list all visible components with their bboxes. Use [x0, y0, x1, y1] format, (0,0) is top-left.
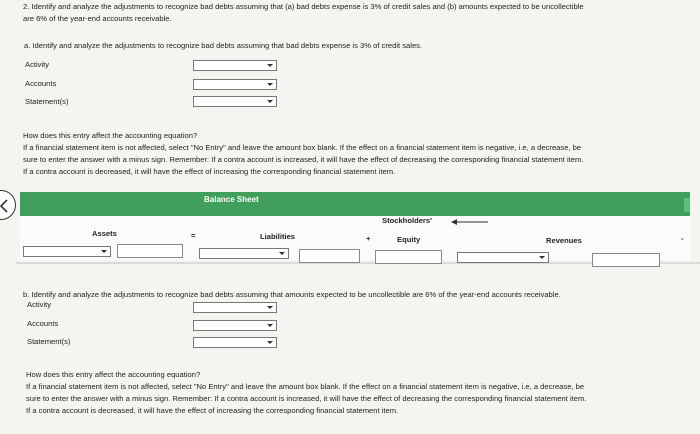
part-b-heading: b. Identify and analyze the adjustments to recognize bad debts assuming that amounts expected to be uncollectible are 6% of the year-end accounts receivable.	[23, 290, 561, 299]
chevron-down-icon	[267, 324, 273, 327]
chevron-down-icon	[101, 250, 107, 253]
part-a-instruction-1: If a financial statement item is not affected, select "No Entry" and leave the amount box blank. If the effect on a financial statement item is negative, i.e, a decrease, be	[23, 143, 582, 152]
minus-sign: -	[681, 234, 684, 243]
revenues-column-label: Revenues	[546, 236, 582, 245]
part-a-statements-label: Statement(s)	[25, 97, 69, 106]
part-a-activity-select[interactable]	[193, 60, 277, 71]
part-b-accounts-select[interactable]	[193, 320, 277, 331]
part-a-instruction-3: If a contra account is decreased, it will have the effect of increasing the corresponding financial statement item.	[23, 167, 396, 176]
balance-sheet-title: Balance Sheet	[204, 195, 259, 204]
assets-amount-input[interactable]	[117, 244, 183, 258]
part-b-statements-label: Statement(s)	[27, 337, 71, 346]
revenues-amount-input[interactable]	[592, 253, 660, 267]
chevron-down-icon	[267, 83, 273, 86]
liabilities-account-select[interactable]	[199, 248, 289, 259]
part-a-equation-question: How does this entry affect the accounting equation?	[23, 131, 198, 140]
chevron-down-icon	[267, 64, 273, 67]
part-b-activity-label: Activity	[27, 300, 52, 309]
part-b-instruction-1: If a financial statement item is not affected, select "No Entry" and leave the amount box blank. If the effect on a financial statement item is negative, i.e, a decrease, be	[26, 382, 585, 391]
part-a-activity-label: Activity	[25, 60, 50, 69]
part-b-equation-question: How does this entry affect the accounting equation?	[26, 370, 201, 379]
previous-arrow-button[interactable]	[0, 190, 16, 220]
chevron-down-icon	[279, 252, 285, 255]
stockholders-column-label: Stockholders'	[382, 216, 432, 225]
part-b-statements-select[interactable]	[193, 337, 277, 348]
chevron-down-icon	[267, 306, 273, 309]
assets-column-label: Assets	[92, 229, 117, 238]
part-a-accounts-label: Accounts	[25, 79, 57, 88]
part-a-accounts-select[interactable]	[193, 79, 277, 90]
equity-amount-input[interactable]	[375, 250, 442, 264]
equity-column-label: Equity	[397, 235, 421, 244]
chevron-down-icon	[267, 100, 273, 103]
plus-sign: +	[366, 234, 371, 243]
chevron-left-icon	[0, 191, 17, 221]
question-line-1: 2. Identify and analyze the adjustments to recognize bad debts assuming that (a) bad debts expense is 3% of credit sales and (b) amounts expected to be uncollectible	[23, 2, 584, 11]
equals-sign: =	[191, 231, 196, 240]
part-b-activity-select[interactable]	[193, 302, 277, 313]
part-a-heading: a. Identify and analyze the adjustments to recognize bad debts assuming that bad debts expense is 3% of credit sales.	[24, 41, 423, 50]
balance-sheet-header-bar	[20, 192, 690, 216]
chevron-down-icon	[267, 341, 273, 344]
liabilities-column-label: Liabilities	[260, 232, 296, 241]
revenues-account-select[interactable]	[457, 252, 549, 263]
question-line-2: are 6% of the year-end accounts receivable.	[23, 14, 172, 23]
part-b-instruction-2: sure to enter the answer with a minus sign. Remember: If a contra account is increased, it will have the effect of decreasing the corresponding financial statement item.	[26, 394, 587, 403]
part-a-instruction-2: sure to enter the answer with a minus sign. Remember: If a contra account is increased, it will have the effect of decreasing the corresponding financial statement item.	[23, 155, 584, 164]
chevron-down-icon	[539, 256, 545, 259]
part-b-accounts-label: Accounts	[27, 319, 59, 328]
assets-account-select[interactable]	[23, 246, 111, 257]
part-b-instruction-3: If a contra account is decreased, it will have the effect of increasing the corresponding financial statement item.	[26, 406, 399, 415]
liabilities-amount-input[interactable]	[299, 249, 360, 263]
table-right-tab	[684, 198, 690, 212]
part-a-statements-select[interactable]	[193, 96, 277, 107]
arrow-left-icon	[450, 218, 490, 226]
